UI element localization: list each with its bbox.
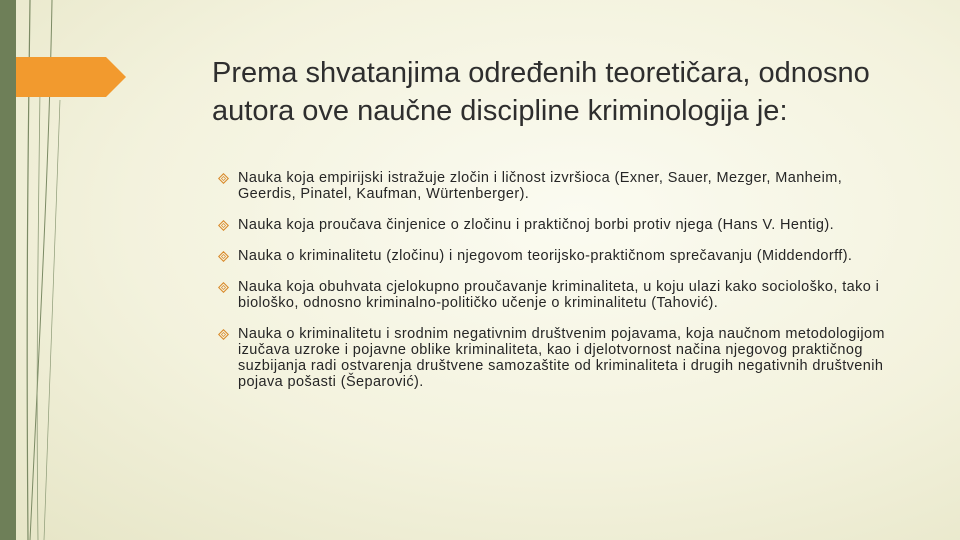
diamond-outline-icon (218, 173, 229, 184)
diamond-outline-icon (218, 220, 229, 231)
diamond-outline-icon (218, 282, 229, 293)
bullet-list (216, 170, 896, 405)
list-item (216, 170, 896, 202)
list-item (216, 217, 896, 233)
bullet-text: Nauka o kriminalitetu i srodnim negativnim društvenim pojavama, koja naučnom metodologijom izučava uzroke i pojavne oblike kriminaliteta, kao i djelotvornost načina njegovog praktičnog suzbijanja radi ostvarenja društvene samozaštite od kriminaliteta i drugih negativnih društvenih pojava pošasti (Šeparović). (238, 326, 885, 390)
list-item (216, 279, 896, 311)
bullet-text: Nauka koja obuhvata cjelokupno proučavanje kriminaliteta, u koju ulazi kako sociološko, tako i biološko, odnosno kriminalno-političko učenje o kriminalitetu (Tahović). (238, 279, 880, 311)
list-item (216, 248, 896, 264)
diamond-outline-icon (218, 251, 229, 262)
bullet-text: Nauka koja proučava činjenice o zločinu i praktičnoj borbi protiv njega (Hans V. Hentig). (238, 217, 835, 233)
list-item (216, 326, 896, 390)
diamond-outline-icon (218, 329, 229, 340)
arrow-pentagon-icon (16, 57, 126, 97)
bullet-text: Nauka o kriminalitetu (zločinu) i njegovom teorijsko-praktičnom sprečavanju (Middendorff). (238, 248, 853, 264)
slide-title: Prema shvatanjima određenih teoretičara, odnosno autora ove naučne discipline kriminologija je: (212, 57, 870, 127)
bullet-text: Nauka koja empirijski istražuje zločin i ličnost izvršioca (Exner, Sauer, Mezger, Manheim, Geerdis, Pinatel, Kaufman, Würtenberger). (238, 170, 843, 202)
